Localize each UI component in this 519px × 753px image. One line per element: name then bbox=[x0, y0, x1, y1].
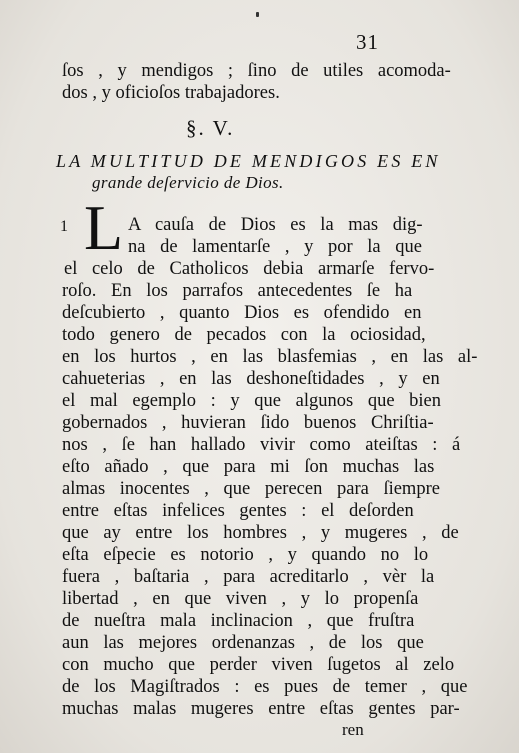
opening-line-1: ſos , y mendigos ; ſino de utiles acomoda- bbox=[62, 61, 451, 81]
body-line: A cauſa de Dios es la mas dig- bbox=[128, 215, 423, 235]
body-line: eſto añado , que para mi ſon muchas las bbox=[62, 457, 435, 477]
body-line: cahueterias , en las deshoneſtidades , y en bbox=[62, 369, 440, 389]
chapter-subheading: grande deſervicio de Dios. bbox=[92, 173, 284, 192]
body-line: nos , ſe han hallado vivir como ateiſtas : á bbox=[62, 435, 461, 455]
body-line: deſcubierto , quanto Dios es ofendido en bbox=[62, 303, 422, 323]
body-line: muchas malas mugeres entre eſtas gentes par- bbox=[62, 699, 460, 719]
body-line: con mucho que perder viven ſugetos al zelo bbox=[62, 655, 455, 675]
body-line: libertad , en que viven , y lo propenſa bbox=[62, 589, 419, 609]
body-line: todo genero de pecados con la ociosidad, bbox=[62, 325, 426, 345]
body-line: el celo de Catholicos debia armarſe fervo- bbox=[64, 259, 435, 279]
body-line: el mal egemplo : y que algunos que bien bbox=[62, 391, 442, 411]
body-line: na de lamentarſe , y por la que bbox=[128, 237, 422, 257]
body-line: eſta eſpecie es notorio , y quando no lo bbox=[62, 545, 429, 565]
drop-cap: L bbox=[84, 192, 124, 263]
body-line: de los Magiſtrados : es pues de temer , que bbox=[62, 677, 468, 697]
body-line: fuera , baſtaria , para acreditarlo , vèr la bbox=[62, 567, 435, 587]
section-mark: §. V. bbox=[186, 116, 235, 140]
body-line: de nueſtra mala inclinacion , que fruſtra bbox=[62, 611, 415, 631]
body-line: que ay entre los hombres , y mugeres , de bbox=[62, 523, 459, 543]
opening-line-2: dos , y oficioſos trabajadores. bbox=[62, 83, 280, 103]
body-line: aun las mejores ordenanzas , de los que bbox=[62, 633, 424, 653]
page-number: 31 bbox=[356, 30, 379, 54]
body-line: roſo. En los parrafos antecedentes ſe ha bbox=[62, 281, 413, 301]
body-line: gobernados , huvieran ſido buenos Chriſtia- bbox=[62, 413, 434, 433]
ink-mark bbox=[256, 12, 259, 17]
body-line: en los hurtos , en las blasfemias , en las al- bbox=[62, 347, 478, 367]
body-line: entre eſtas infelices gentes : el deſorden bbox=[62, 501, 414, 521]
paragraph-number: 1 bbox=[60, 218, 68, 235]
catchword: ren bbox=[342, 720, 364, 739]
chapter-heading: LA MULTITUD DE MENDIGOS ES EN bbox=[56, 151, 441, 171]
body-line: almas inocentes , que perecen para ſiempre bbox=[62, 479, 440, 499]
